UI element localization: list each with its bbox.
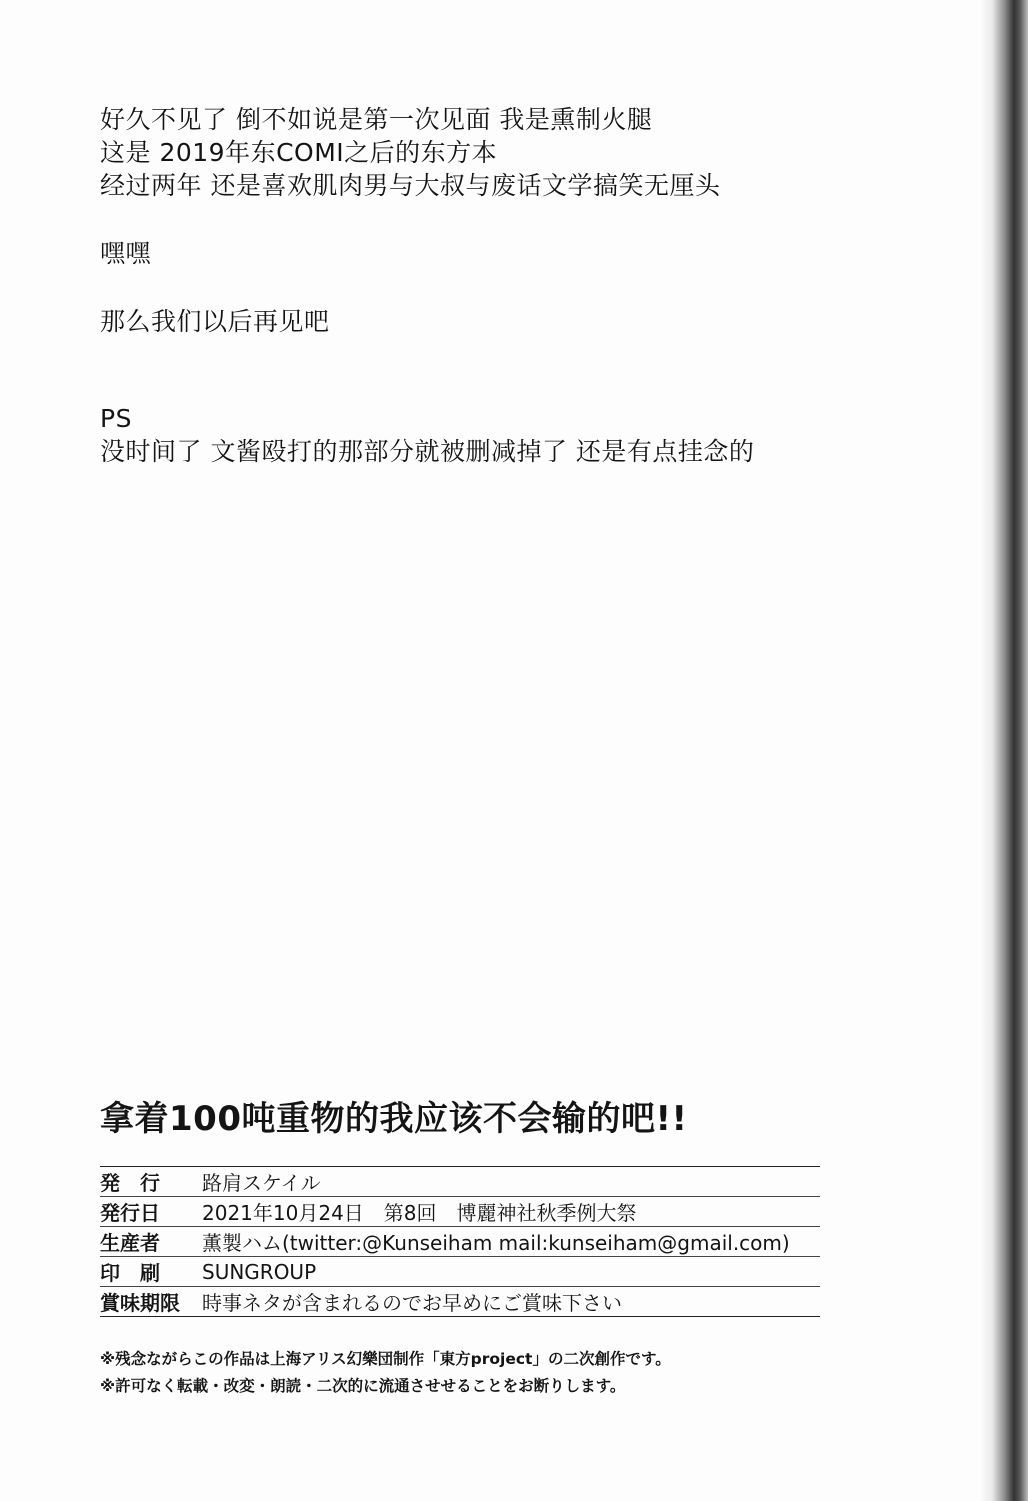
- ps-label: PS: [100, 404, 132, 433]
- colophon-row-date: [100, 1197, 820, 1227]
- afterword-line-farewell: 那么我们以后再见吧: [100, 307, 330, 336]
- colophon-label: 発 行: [100, 1171, 160, 1195]
- colophon-label: 印 刷: [100, 1261, 160, 1285]
- colophon-value: 薫製ハム(twitter:@Kunseiham mail:kunseiham@gmail.com): [202, 1231, 790, 1255]
- colophon-table: [100, 1166, 820, 1317]
- afterword-line-3: 经过两年 还是喜欢肌肉男与大叔与废话文学搞笑无厘头: [100, 171, 721, 200]
- colophon-title: 拿着100吨重物的我应该不会输的吧!!: [100, 1099, 688, 1139]
- binding-shadow: [980, 0, 1028, 1501]
- colophon-row-best-before: [100, 1287, 820, 1316]
- colophon-label: 賞味期限: [100, 1291, 180, 1315]
- afterword-line-1: 好久不见了 倒不如说是第一次见面 我是熏制火腿: [100, 105, 653, 134]
- colophon-label: 生産者: [100, 1231, 160, 1255]
- disclaimer-line-1: ※残念ながらこの作品は上海アリス幻樂団制作「東方project」の二次創作です。: [100, 1350, 671, 1368]
- colophon-row-printer: [100, 1257, 820, 1287]
- colophon-value: 時事ネタが含まれるのでお早めにご賞味下さい: [202, 1291, 622, 1315]
- ps-text: 没时间了 文酱殴打的那部分就被删减掉了 还是有点挂念的: [100, 437, 755, 466]
- colophon-row-publisher: [100, 1167, 820, 1197]
- colophon-value: 2021年10月24日 第8回 博麗神社秋季例大祭: [202, 1201, 637, 1225]
- afterword-line-2: 这是 2019年东COMI之后的东方本: [100, 138, 498, 167]
- colophon-label: 発行日: [100, 1201, 160, 1225]
- colophon-value: 路肩スケイル: [202, 1171, 321, 1195]
- disclaimer-notes: [100, 1346, 671, 1400]
- afterword-text: [100, 103, 960, 468]
- disclaimer-line-2: ※許可なく転載・改変・朗読・二次的に流通させせることをお断りします。: [100, 1377, 626, 1395]
- colophon-value: SUNGROUP: [202, 1259, 317, 1284]
- colophon-row-producer: [100, 1227, 820, 1257]
- afterword-line-hehe: 嘿嘿: [100, 239, 152, 268]
